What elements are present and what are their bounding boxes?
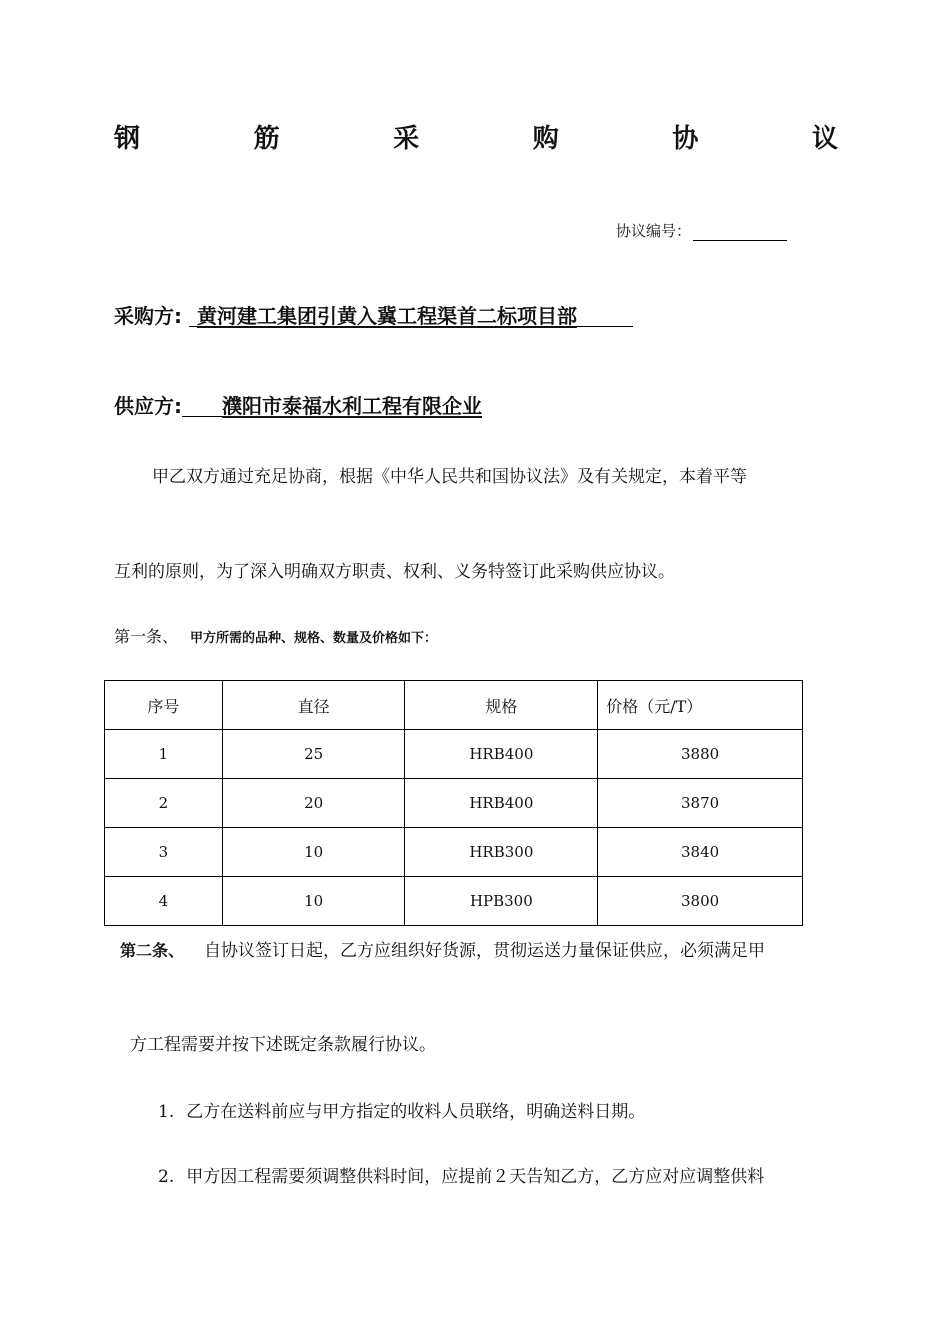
cell-index: 3 xyxy=(105,828,223,877)
cell-price: 3880 xyxy=(598,730,803,779)
header-price: 价格（元/T） xyxy=(598,681,803,730)
cell-index: 1 xyxy=(105,730,223,779)
cell-spec: HRB300 xyxy=(405,828,598,877)
underline-gap xyxy=(577,306,633,327)
supplier-line xyxy=(114,390,482,419)
underline-gap xyxy=(189,306,197,327)
buyer-name: 黄河建工集团引黄入冀工程渠首二标项目部 xyxy=(196,304,577,328)
title-char: 协 xyxy=(672,124,699,154)
underline-gap xyxy=(182,396,222,417)
article-2 xyxy=(120,936,765,961)
list-item-number: 2. xyxy=(158,1167,175,1187)
cell-index: 2 xyxy=(105,779,223,828)
cell-spec: HRB400 xyxy=(405,779,598,828)
list-item-text: 乙方在送料前应与甲方指定的收料人员联络，明确送料日期。 xyxy=(186,1102,646,1122)
title-char: 议 xyxy=(811,124,838,154)
cell-diameter: 10 xyxy=(222,877,405,926)
list-item-number: 1. xyxy=(158,1102,175,1122)
cell-spec: HRB400 xyxy=(405,730,598,779)
cell-diameter: 25 xyxy=(222,730,405,779)
list-item-text: 甲方因工程需要须调整供料时间，应提前２天告知乙方，乙方应对应调整供料 xyxy=(186,1167,765,1187)
cell-diameter: 20 xyxy=(222,779,405,828)
list-item xyxy=(158,1162,764,1187)
supplier-label: 供应方: xyxy=(114,394,182,418)
buyer-label: 采购方: xyxy=(114,304,182,328)
cell-price: 3870 xyxy=(598,779,803,828)
table-row xyxy=(105,779,803,828)
table-header-row xyxy=(105,681,803,730)
title-char: 购 xyxy=(532,124,559,154)
cell-spec: HPB300 xyxy=(405,877,598,926)
buyer-line xyxy=(114,300,633,329)
list-item xyxy=(158,1097,645,1122)
agreement-number xyxy=(616,220,787,241)
article-2-label: 第二条、 xyxy=(120,941,185,960)
cell-index: 4 xyxy=(105,877,223,926)
cell-diameter: 10 xyxy=(222,828,405,877)
article-1 xyxy=(114,624,437,647)
document-title xyxy=(114,118,838,158)
title-char: 筋 xyxy=(253,124,280,154)
price-table xyxy=(104,680,803,926)
supplier-name: 濮阳市泰福水利工程有限企业 xyxy=(222,394,482,418)
title-char: 采 xyxy=(393,124,420,154)
header-index: 序号 xyxy=(105,681,223,730)
intro-line-2: 互利的原则，为了深入明确双方职责、权利、义务特签订此采购供应协议。 xyxy=(114,562,675,582)
cell-price: 3840 xyxy=(598,828,803,877)
intro-line-1: 甲乙双方通过充足协商，根据《中华人民共和国协议法》及有关规定，本着平等 xyxy=(152,467,747,487)
article-2-line-1: 自协议签订日起，乙方应组织好货源，贯彻运送力量保证供应，必须满足甲 xyxy=(204,941,766,961)
article-2-line-2: 方工程需要并按下述既定条款履行协议。 xyxy=(130,1035,436,1055)
cell-price: 3800 xyxy=(598,877,803,926)
agreement-number-label: 协议编号： xyxy=(616,222,692,240)
header-diameter: 直径 xyxy=(222,681,405,730)
table-row xyxy=(105,828,803,877)
table-row xyxy=(105,877,803,926)
table-row xyxy=(105,730,803,779)
article-1-text: 甲方所需的品种、规格、数量及价格如下： xyxy=(190,631,438,646)
article-1-label: 第一条、 xyxy=(114,627,179,646)
header-spec: 规格 xyxy=(405,681,598,730)
agreement-number-blank xyxy=(693,224,787,241)
title-char: 钢 xyxy=(114,124,141,154)
